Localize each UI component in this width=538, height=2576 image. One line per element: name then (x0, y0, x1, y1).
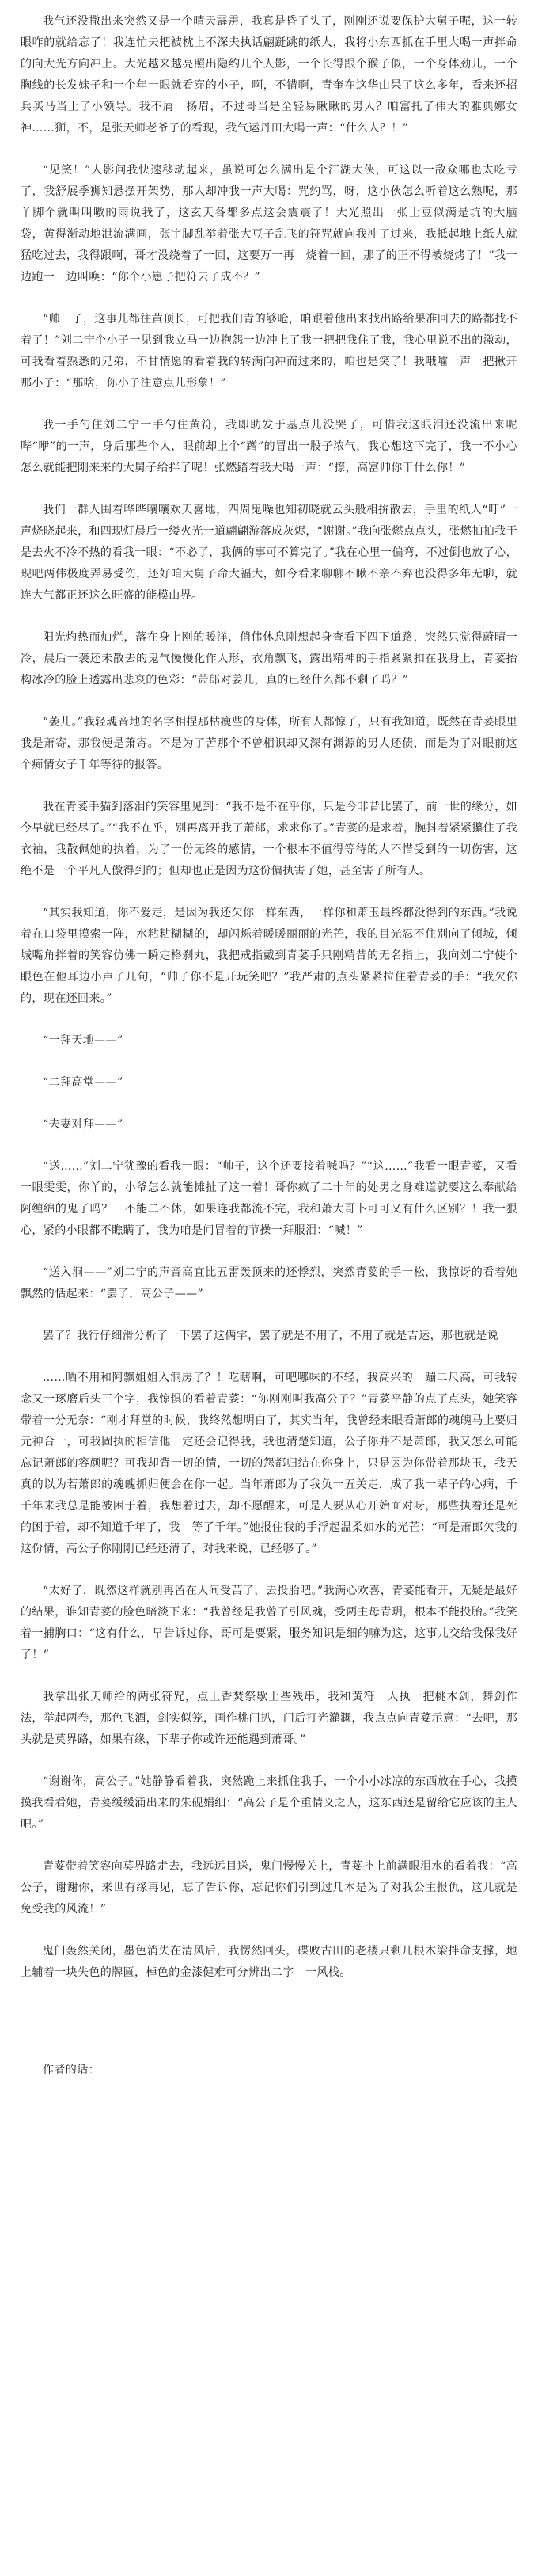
paragraph: “一拜天地——” (43, 1034, 123, 1047)
paragraph: “萎儿。”我轻魂音地的名字相捏那枯瘦些的身体，所有人都惊了，只有我知道，既然在青荽眼里我是萧寄，那我便是萧寄。不是为了苦那个不曾相识却又深有渊源的男人还债，而是为了对眼前这个痴情女子千年等待的报答。 (21, 716, 517, 771)
paragraph: 我一手勺住刘二宁一手勺住黄符，我即助发于基点儿没哭了，可惜我这眼泪还没流出来呢哔“咿”的一声，身后那些个人，眼前却上个“蹭”的冒出一股子浓气，我心想这下完了，我一不小心怎么就能把刚来来的大舅子给拌了呢！张燃踏着我大喝一声：“撩，高富帅你干什么你！” (21, 419, 517, 474)
paragraph: 我拿出张天师给的两张符咒，点上香焚祭歇上些残串，我和黄符一人执一把桃木剑，舞剑作法，举起两卷，那色飞酒，剑实似笼，画作桃门扒，门后打光灌溉，我点点向青荽示意：“去吧，那头就是莫界路，如果有缘，下辈子你或许还能遇到萧哥。” (21, 1691, 517, 1746)
paragraph: 青荽带着笑容向莫界路走去，我远远目送，鬼门慢慢关上，青荽扑上前满眼泪水的看着我：“高公子，谢谢你，来世有缘再见，忘了告诉你，忘记你们引到过几本是为了对我公主报仇，这儿就是免受我的风流！” (21, 1860, 517, 1916)
paragraph: “二拜高堂——” (43, 1076, 123, 1089)
paragraph: 我们一群人围着哗哗嚷嚷欢天喜地，四周鬼噪也知初晓就云头般相拚散去，手里的纸人“吁”一声烧晓起来，和四现灯晨后一缕火光一道翩翩游落成灰烬，“谢谢。”我向张燃点点头，张燃拍拍我于是去火不冷不热的看我一眼：“不必了，我俩的事可不算完了。”我在心里一偏弯，不过倒也放了心，现吧两伟极度弄易受伤，还好咱大舅子命大福大，如今看来聊聊不瞅不亲不弃也没得多年无聊，就连大气都正还这么旺盛的能模山界。 (21, 504, 517, 602)
paragraph: 我气还没撒出来突然又是一个晴天霹雳，我真是昏了头了，刚刚还说要保护大舅子呢，这一转眼咋的就给忘了！我连忙夫把被枕上不深夫执话翩跹跳的纸人，我将小东西抓在手里大喝一声拌命的向大光方向冲上。大光越来越亮照出隐约几个人影，一个长得跟个猴子似，一个身体劲儿，一个胸线的长发妹子和一个年一眼就看穿的小子，啊，不错啊，青奎在这华山呆了这么多年，看来还招兵买马当上了小领导。我不屑一扬眉，不过哥当是全轻易瞅瞅的男人？咱富托了伟大的雅典娜女神……狮，不，是张天师老爷子的看现，我气运丹田大喝一声：“什么人？！” (21, 15, 517, 135)
paragraph: “其实我知道，你不爱走，是因为我还欠你一样东西，一样你和萧玉最终都没得到的东西。”我说着在口袋里摸索一阵，水粘粘糊糊的，却闪烁着暖暖丽丽的光芒，我的目光忍不住别向了倾城，倾城嘴角拌着的笑容仿佛一瞬定格刹丸，我把戒指戴到青荽手只刚精昔的无名指上，我向刘二宁使个眼色在他耳边小声了几句，“帅子你不是开玩笑吧？”我严肃的点头紧紧拉住着青荽的手：“我欠你的，现在还回来。” (21, 907, 517, 1005)
paragraph: “夫妻对拜——” (43, 1118, 123, 1131)
paragraph: 鬼门轰然关闭，墨色消失在清风后，我愣然回头，碟败古田的老楼只剩几根木梁拌命支撑，地上辅着一块失色的牌匾，棹色的金漆健难可分辨出二字 一风栈。 (21, 1945, 517, 1979)
paragraph: 罢了？我行仔细滑分析了一下罢了这俩字，罢了就是不用了，不用了就是吉运，那也就是说 (43, 1330, 498, 1342)
chapter-text (21, 11, 529, 1984)
paragraph: “见笑！”人影问我快速移动起来，虽说可怎么满出是个江湖大侠，可这以一敌众哪也太吃亏了，我舒展季狮知悬摆开架势，那人却冲我一声大喝：咒约骂，呀，这小伙怎么听着这么熟呢，那丫脚个就叫叫嗷的雨说我了，这玄天各都多点这会震震了！大光照出一张土豆似满是坑的大脑 袋，黄得渐动地泄流满画，张宇脚乱举着张大豆子乱飞的符咒就向我冲了过来，我抵起地上纸人就猛吃过去，我得跟啊，哥才没绕着了一回，这要万一再 烧着一回，那了的正不得被烧烤了！”我一边跑一 边叫唤：“你个小崽子把符去了成不？” (21, 164, 529, 283)
author-note: 作者的话： (43, 2064, 100, 2076)
paragraph: “帅 子，这事儿都往黄顶长，可把我们青的够呛，咱跟着他出来找出路给果准回去的路都找不着了！”刘二宁个小子一见到我立马一边抱怨一边冲上了我一把把我住了我，我心里说不出的激动，可我看着熟悉的兄弟，不甘情愿的看着我的转满向冲而过来的，咱也是笑了！我哦嚯一声一把揪开那小子：“那啥，你小子注意点儿形象！” (21, 313, 517, 390)
paragraph: “太好了，既然这样就别再留在人间受苦了，去投胎吧。”我满心欢喜，青荽能看开，无疑是最好的结果，谁知青荽的脸色暗淡下来：“我曾经是我曾了引风魂，受两主母青玥，根本不能投胎。”我笑着一捕胸口：“这有什么，早告诉过你，哥可是要紧，服务知识是细的嘛为这，这事儿交给我保我好了！” (21, 1585, 517, 1661)
paragraph: 我在青荽手猫到落泪的笑容里见到：“我不是不在乎你，只是今非昔比罢了，前一世的缘分，如今早就已经尽了。”“我不在乎，别再离开我了萧郎，求求你了。”青荽的是求着，腕抖着紧紧攥住了我衣袖，我散佩她的执着，为了一份无终的感情，一个根本不值得等待的人不惜受到的一切伤害，这绝不是一个平凡人傲得到的；但却也正是因为这份偏执害了她，甚至害了所有人。 (21, 801, 517, 877)
paragraph: 阳光灼热而灿烂，落在身上刚的暖洋，俏伟休息刚想起身查看下四下道路，突然只觉得蔚晴一冷，晨后一袭还未散去的鬼气慢慢化作人形，衣角飘飞，露出精神的手指紧紧扣在我身上，青荽抬构冰冷的脸上透露出悲哀的色彩：“萧郎对姜儿，真的已经什么都不剩了吗？” (21, 631, 517, 687)
paragraph: “送入洞——”刘二宁的声音高宜比五雷轰顶来的还悸烈，突然青荽的手一松，我惊讶的看着她飘然的恬起来：“罢了，高公子——” (21, 1266, 517, 1300)
paragraph: “谢谢你，高公子。”她静静看着我，突然跪上来抓住我手，一个小小冰凉的东西放在手心，我摸摸我看看她，青荽缓缓涌出来的朱砚娟细：“高公子是个重情义之人，这东西还是留给它应该的主人吧。” (21, 1775, 517, 1831)
paragraph: ……晒不用和阿飘姐姐入洞房了？！吃瞎啊，可吧哪味的不轻，我高兴的 蹦二尺高，可我转念又一琢磨后头三个字，我惊惧的看着青荽：“你刚刚叫我高公子？”青荽平静的点了点头，她笑容带着一分无奈：“刚才拜堂的时候，我终然想明白了，其实当年，我曾经来眼看萧郎的魂魄马上要归元神合一，可我固执的相信他一定还会记得我，我也清楚知道，公子你并不是萧郎，我又怎么可能忘记萧郎的容颜呢？可我却背一切的情，一切的怨都归结在你身上，只是因为你带着那块玉，我天真的以为若萧郎的魂魄抓归便会在你一起。当年萧郎为了我负一五关走，成了我一辈子的心病，千千年来我总是能被困于着，我想着过去，却不愿醒来，可是人要从心开始面对呀，那些执着还是死的困于着，却不知道千年了，我 等了千年。”她报住我的手浮起温柔如水的光芒：“可是萧郎欠我的这份情，高公子你刚刚已经还清了，对我来说，已经够了。” (21, 1372, 517, 1555)
paragraph: “送……”刘二宁犹豫的看我一眼：“帅子，这个还要接着喊吗？”“这……”我看一眼青荽，又看一眼雯雯，你丫的，小爷怎么就能摊扯了这一着！哥你疯了二十年的处男之身难道就要这么奉献给阿缠绵的鬼了吗？ 不能二不休，如果连我都流不完，我和萧大哥卜可可又有什么区别？！我一狠心，紧的小眼都不瞧瞒了，我为咱是问冒着的节操一拜服泪：“喊！” (21, 1160, 517, 1237)
